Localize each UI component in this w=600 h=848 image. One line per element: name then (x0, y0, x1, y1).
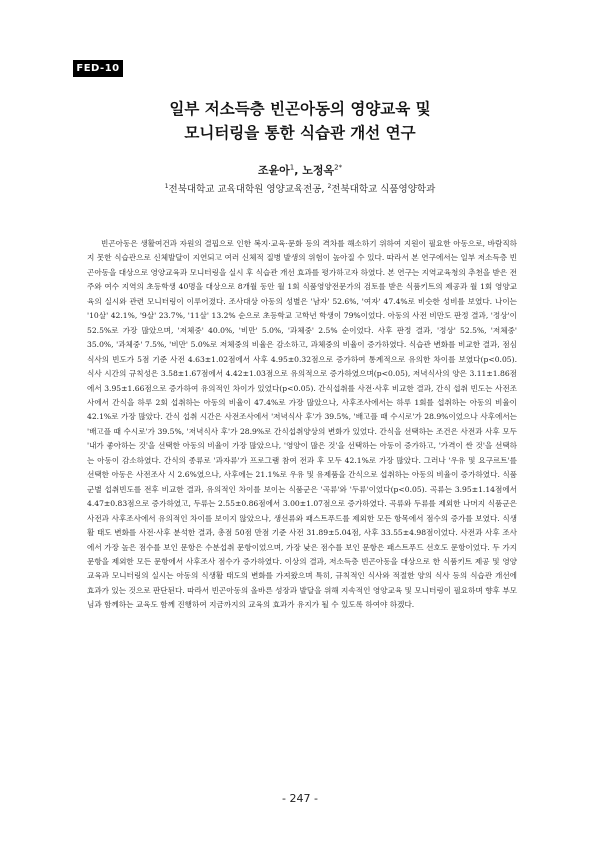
page-number: - 247 - (282, 792, 318, 805)
abstract (87, 237, 517, 613)
author-affiliation-mark: 2* (334, 163, 343, 172)
session-badge: FED-10 (73, 60, 123, 77)
affiliation-line (0, 181, 600, 195)
author-list (0, 162, 600, 178)
affiliation-text: 전북대학교 식품영양학과 (331, 184, 436, 195)
author-name: 노정옥 (302, 164, 335, 177)
abstract-body: 빈곤아동은 생활여건과 자원의 결핍으로 인한 복지·교육·문화 등의 격차를 해소하기 위하여 지원이 필요한 아동으로, 바람직하지 못한 식습관으로 신체발달이 지연되고 여러 신체적 질병 발생의 위험이 높아질 수 있다. 따라서 본 연구에서는 일부 저소득층 빈곤아동을 대상으로 영양교육과 모니터링을 실시 후 식습관 개선 효과를 평가하고자 하였다. 본 연구는 지역교육청의 추천을 받은 전주와 여수 지역의 초등학생 40명을 대상으로 8개월 동안 월 1회 식품영양전문가의 검토를 받은 식품키트의 제공과 월 1회 영양교육의 실시와 관련 모니터링이 이루어졌다. 조사대상 아동의 성별은 '남자' 52.6%, '여자' 47.4%로 비슷한 성비를 보였다. 나이는 '10살' 42.1%, '9살' 23.7%, '11살' 13.2% 순으로 초등학교 고학년 학생이 79%이었다. 아동의 사전 비만도 판정 결과, '정상'이 52.5%로 가장 많았으며, '저체중' 40.0%, '비만' 5.0%, '과체중' 2.5% 순이었다. 사후 판정 결과, '정상' 52.5%, '저체중' 35.0%, '과체중' 7.5%, '비만' 5.0%로 저체중의 비율은 감소하고, 과체중의 비율이 증가하였다. 식습관 변화를 비교한 결과, 점심식사의 빈도가 5점 기준 사전 4.63±1.02점에서 사후 4.95±0.32점으로 증가하여 통계적으로 유의한 차이를 보였다(p<0.05). 식사 시간의 규칙성은 3.58±1.67점에서 4.42±1.03점으로 유의적으로 증가하였으며(p<0.05), 저녁식사의 양은 3.11±1.86점에서 3.95±1.66점으로 증가하여 유의적인 차이가 있었다(p<0.05). 간식섭취를 사전·사후 비교한 결과, 간식 섭취 빈도는 사전조사에서 간식을 하루 2회 섭취하는 아동의 비율이 47.4%로 가장 많았으나, 사후조사에서는 하루 1회를 섭취하는 아동의 비율이 42.1%로 가장 많았다. 간식 섭취 시간은 사전조사에서 '저녁식사 후'가 39.5%, '배고플 때 수시로'가 28.9%이었으나 사후에서는 '배고플 때 수시로'가 39.5%, '저녁식사 후'가 28.9%로 간식섭취양상의 변화가 있었다. 간식을 선택하는 조건은 사전과 사후 모두 '내가 좋아하는 것'을 선택한 아동의 비율이 가장 많았으나, '영양이 많은 것'을 선택하는 아동이 증가하고, '가격이 싼 것'을 선택하는 아동이 감소하였다. 간식의 종류로 '과자류'가 프로그램 참여 전과 후 모두 42.1%로 가장 많았다. 그러나 '우유 및 요구르트'를 선택한 아동은 사전조사 시 2.6%였으나, 사후에는 21.1%로 우유 및 유제품을 간식으로 섭취하는 아동의 비율이 증가하였다. 식품군별 섭취빈도를 전후 비교한 결과, 유의적인 차이를 보이는 식품군은 '곡류'와 '두류'이었다(p<0.05). 곡류는 3.95±1.14점에서 4.47±0.83점으로 증가하였고, 두류는 2.55±0.86점에서 3.00±1.07점으로 증가하였다. 곡류와 두류를 제외한 나머지 식품군은 사전과 사후조사에서 유의적인 차이를 보이지 않았으나, 생선류와 패스트푸드를 제외한 모든 항목에서 점수의 증가를 보였다. 식생활 태도 변화를 사전·사후 분석한 결과, 총점 50점 만점 기준 사전 31.89±5.04점, 사후 33.55±4.98점이었다. 사전과 사후 조사에서 가장 높은 점수를 보인 문항은 수분섭취 문항이었으며, 가장 낮은 점수를 보인 문항은 패스트푸드 선호도 문항이었다. 두 가지 문항을 제외한 모든 문항에서 사후조사 점수가 증가하였다. 이상의 결과, 저소득층 빈곤아동을 대상으로 한 식품키트 제공 및 영양교육과 모니터링의 실시는 아동의 식생활 태도의 변화를 가져왔으며 특히, 규칙적인 식사와 적절한 양의 식사 등의 식습관 개선에 효과가 있는 것으로 판단된다. 따라서 빈곤아동의 올바른 성장과 발달을 위해 지속적인 영양교육 및 모니터링이 필요하며 향후 부모님과 함께하는 교육도 함께 진행하여 지금까지의 교육의 효과가 유지가 될 수 있도록 하여야 하겠다. (87, 239, 517, 610)
affiliation-text: 전북대학교 교육대학원 영양교육전공, (168, 184, 328, 195)
affiliation-mark: 1 (164, 182, 169, 190)
title-line-1: 일부 저소득층 빈곤아동의 영양교육 및 (169, 100, 431, 118)
paper-title (0, 97, 600, 145)
author-separator: , (294, 164, 303, 177)
affiliation-mark: 2 (327, 182, 332, 190)
author-name: 조윤아 (257, 164, 290, 177)
title-line-2: 모니터링을 통한 식습관 개선 연구 (184, 124, 416, 142)
author-affiliation-mark: 1 (289, 163, 295, 172)
